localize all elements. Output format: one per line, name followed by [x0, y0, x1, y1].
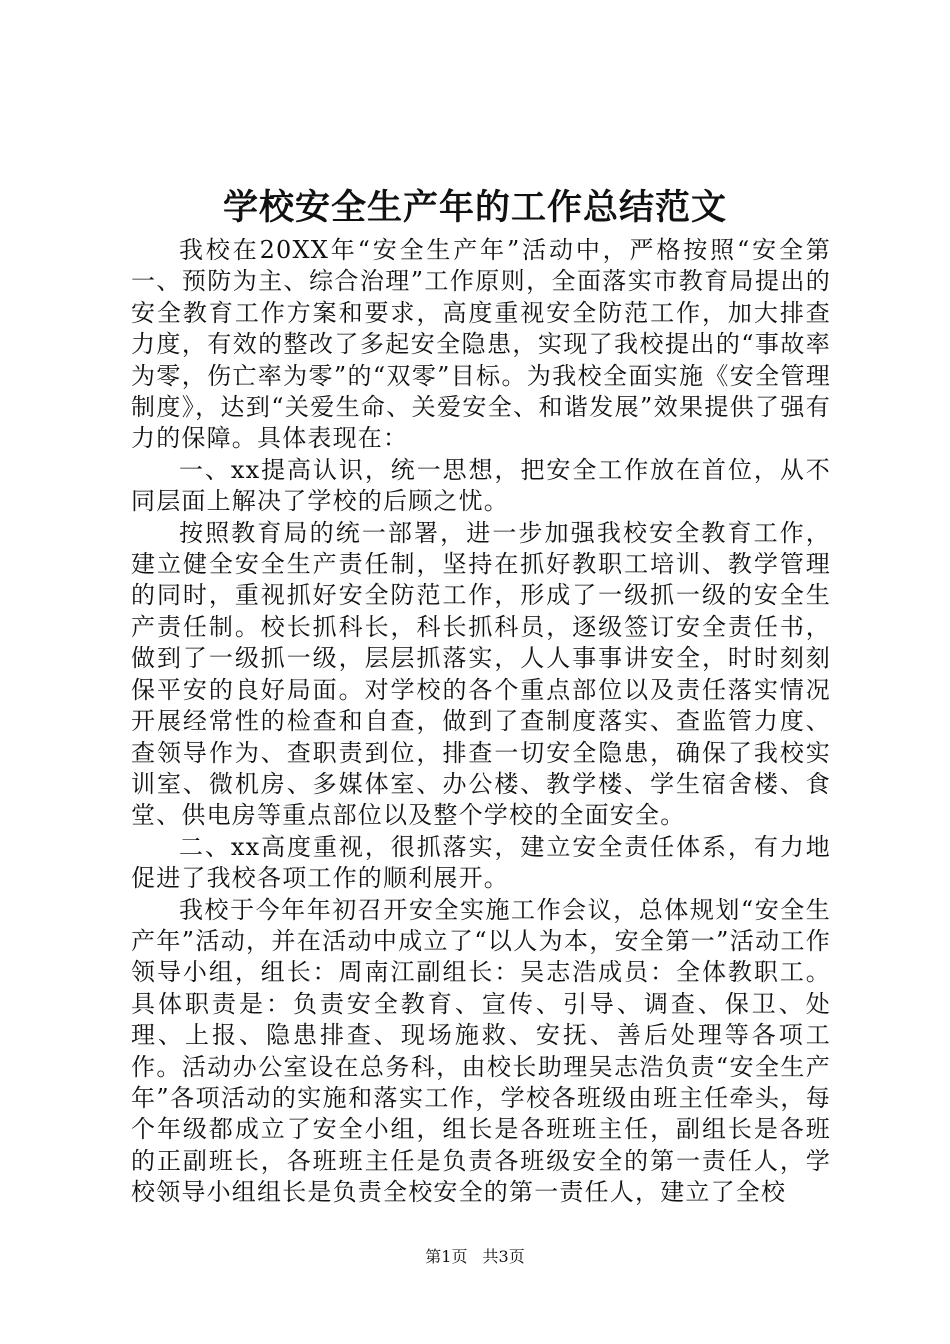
- paragraph-section-two-heading: 二、xx高度重视，很抓落实，建立安全责任体系，有力地促进了我校各项工作的顺利展开。: [131, 832, 831, 893]
- page-number: 第1页: [425, 1247, 468, 1266]
- document-title: 学校安全生产年的工作总结范文: [222, 188, 727, 228]
- page-total: 共3页: [482, 1247, 525, 1266]
- document-body: [131, 235, 831, 1209]
- paragraph-section-one-heading: 一、xx提高认识，统一思想，把安全工作放在首位，从不同层面上解决了学校的后顾之忧。: [131, 455, 831, 516]
- paragraph-section-two-body: 我校于今年年初召开安全实施工作会议，总体规划“安全生产年”活动，并在活动中成立了“以人为本，安全第一”活动工作领导小组，组长：周南江副组长：吴志浩成员：全体教职工。具体职责是：负责安全教育、宣传、引导、调查、保卫、处理、上报、隐患排查、现场施救、安抚、善后处理等各项工作。活动办公室设在总务科，由校长助理吴志浩负责“安全生产年”各项活动的实施和落实工作，学校各班级由班主任牵头，每个年级都成立了安全小组，组长是各班班主任，副组长是各班的正副班长，各班班主任是负责各班级安全的第一责任人，学校领导小组组长是负责全校安全的第一责任人，建立了全校: [131, 895, 831, 1207]
- paragraph-intro: 我校在20XX年“安全生产年”活动中，严格按照“安全第一、预防为主、综合治理”工作原则，全面落实市教育局提出的安全教育工作方案和要求，高度重视安全防范工作，加大排查力度，有效的整改了多起安全隐患，实现了我校提出的“事故率为零，伤亡率为零”的“双零”目标。为我校全面实施《安全管理制度》，达到“关爱生命、关爱安全、和谐发展”效果提供了强有力的保障。具体表现在：: [131, 236, 831, 453]
- page-footer: [0, 1245, 950, 1269]
- paragraph-section-one-body: 按照教育局的统一部署，进一步加强我校安全教育工作，建立健全安全生产责任制，坚持在抓好教职工培训、教学管理的同时，重视抓好安全防范工作，形成了一级抓一级的安全生产责任制。校长抓科长，科长抓科员，逐级签订安全责任书，做到了一级抓一级，层层抓落实，人人事事讲安全，时时刻刻保平安的良好局面。对学校的各个重点部位以及责任落实情况开展经常性的检查和自查，做到了查制度落实、查监管力度、查领导作为、查职责到位，排查一切安全隐患，确保了我校实训室、微机房、多媒体室、办公楼、教学楼、学生宿舍楼、食堂、供电房等重点部位以及整个学校的全面安全。: [131, 518, 831, 830]
